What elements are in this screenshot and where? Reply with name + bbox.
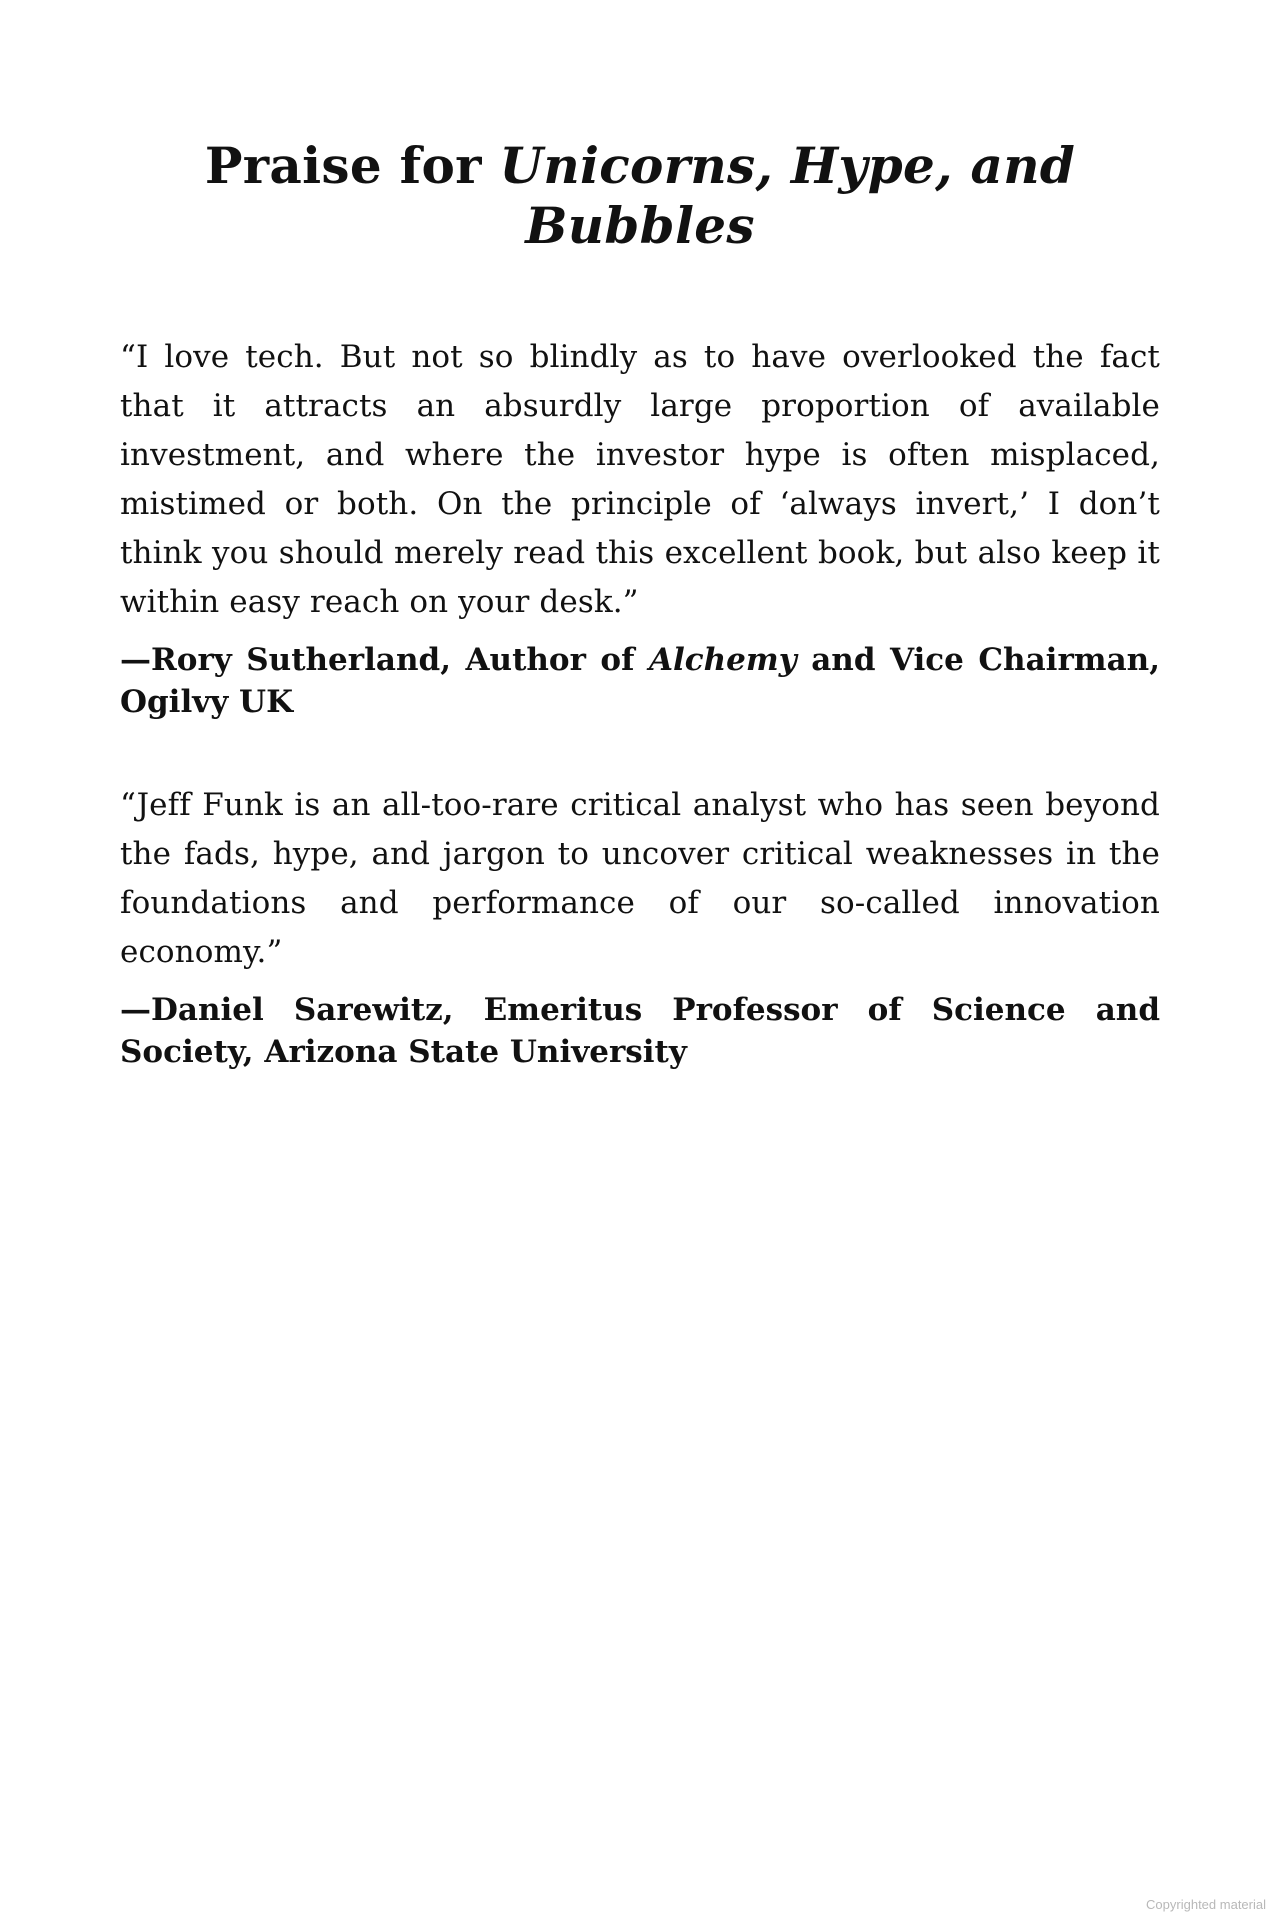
book-title: Unicorns, Hype, and Bubbles <box>499 136 1076 255</box>
testimonial-quote: “I love tech. But not so blindly as to have overlooked the fact that it attracts an absurdly large proportion of available investment, and where the investor hype is often misplaced, mistimed or both. On the principle of ‘always invert,’ I don’t think you should merely read this excellent book, but also keep it within easy reach on your desk.” <box>120 339 1160 620</box>
attribution-prefix: —Rory Sutherland, Author of <box>120 642 649 678</box>
testimonial-quote: “Jeff Funk is an all-too-rare critical analyst who has seen beyond the fads, hype, and jargon to uncover critical weaknesses in the foundations and performance of our so-called innovation economy.” <box>120 787 1160 970</box>
testimonial-attribution: —Daniel Sarewitz, Emeritus Professor of Science and Society, Arizona State University <box>120 992 1160 1070</box>
page-title <box>120 136 1160 256</box>
copyright-watermark: Copyrighted material <box>1146 1897 1266 1912</box>
testimonial <box>120 781 1160 1073</box>
attribution-work-title: Alchemy <box>648 642 797 678</box>
testimonial <box>120 333 1160 723</box>
testimonial-attribution <box>120 639 1160 723</box>
book-praise-page <box>120 0 1160 1073</box>
title-prefix: Praise for <box>204 136 500 195</box>
attribution-suffix: and Vice Chairman, Ogilvy UK <box>120 642 1161 720</box>
